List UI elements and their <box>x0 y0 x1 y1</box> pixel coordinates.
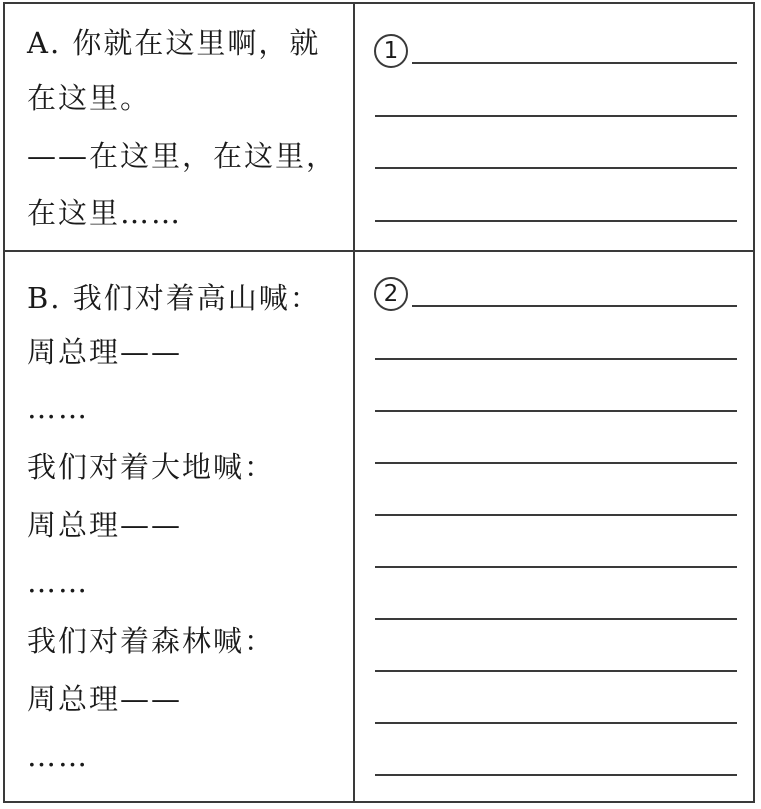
answer-line[interactable] <box>375 670 737 672</box>
section-a-line: 在这里。 <box>27 81 152 115</box>
answer-marker-1: 1 <box>374 34 408 68</box>
answer-line[interactable] <box>375 566 737 568</box>
answer-line[interactable] <box>412 62 737 64</box>
answer-line[interactable] <box>375 774 737 776</box>
section-b-line: 周总理—— <box>27 682 183 716</box>
section-b-line: …… <box>27 565 89 599</box>
section-b-line: …… <box>27 739 89 773</box>
section-b-line: 周总理—— <box>27 335 183 369</box>
section-a-line: 在这里…… <box>27 196 183 230</box>
poem-answer-table <box>3 2 755 803</box>
answer-line[interactable] <box>375 115 737 117</box>
answer-marker-2: 2 <box>374 277 408 311</box>
section-b-line: 周总理—— <box>27 508 183 542</box>
answer-line[interactable] <box>375 462 737 464</box>
section-b-line: B. 我们对着高山喊： <box>27 281 321 315</box>
answer-line[interactable] <box>375 358 737 360</box>
section-b-line: 我们对着大地喊： <box>27 450 276 484</box>
answer-line[interactable] <box>375 618 737 620</box>
answer-line[interactable] <box>375 220 737 222</box>
column-divider <box>353 4 355 801</box>
answer-line[interactable] <box>375 722 737 724</box>
section-b-line: 我们对着森林喊： <box>27 624 276 658</box>
section-a-line: A. 你就在这里啊，就 <box>27 26 321 60</box>
answer-line[interactable] <box>375 410 737 412</box>
answer-line[interactable] <box>375 167 737 169</box>
answer-line[interactable] <box>412 305 737 307</box>
section-b-line: …… <box>27 391 89 425</box>
row-divider <box>5 250 753 252</box>
section-a-line: ——在这里，在这里， <box>27 139 338 173</box>
answer-line[interactable] <box>375 514 737 516</box>
